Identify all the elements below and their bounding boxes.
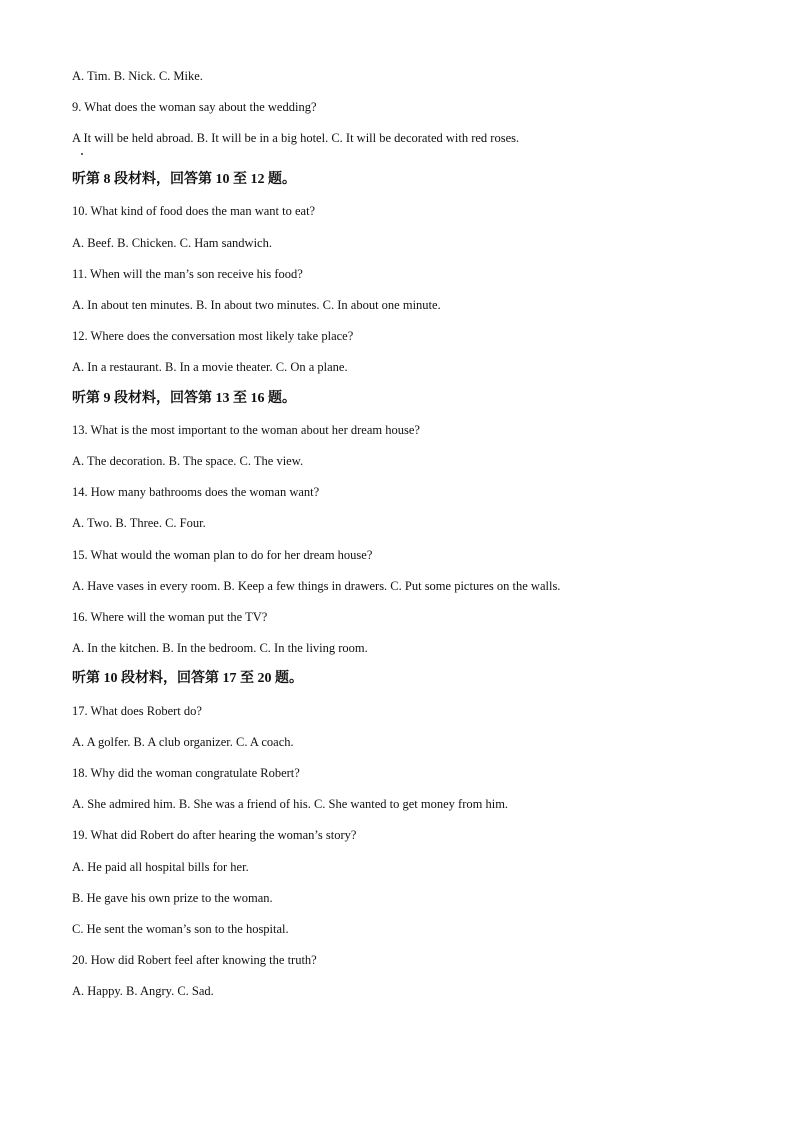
q13-options: A. The decoration. B. The space. C. The view.: [72, 454, 304, 468]
q19-question: 19. What did Robert do after hearing the woman’s story?: [72, 828, 357, 842]
stray-dot: [81, 153, 83, 155]
section-heading-9: 听第 9 段材料，回答第 13 至 16 题。: [72, 391, 296, 406]
q17-question: 17. What does Robert do?: [72, 704, 202, 718]
q18-options: A. She admired him. B. She was a friend of his. C. She wanted to get money from him.: [72, 797, 509, 811]
q14-question: 14. How many bathrooms does the woman want?: [72, 485, 320, 499]
q15-question: 15. What would the woman plan to do for her dream house?: [72, 548, 373, 562]
q16-options: A. In the kitchen. B. In the bedroom. C. In the living room.: [72, 641, 368, 655]
q13-question: 13. What is the most important to the woman about her dream house?: [72, 423, 420, 437]
q15-options: A. Have vases in every room. B. Keep a few things in drawers. C. Put some pictures on the walls.: [72, 579, 561, 593]
q9-question: 9. What does the woman say about the wedding?: [72, 100, 317, 114]
q14-options: A. Two. B. Three. C. Four.: [72, 516, 206, 530]
q9-options: A It will be held abroad. B. It will be in a big hotel. C. It will be decorated with red roses.: [72, 131, 520, 145]
q19-option-a: A. He paid all hospital bills for her.: [72, 860, 249, 874]
section-heading-10: 听第 10 段材料，回答第 17 至 20 题。: [72, 671, 303, 686]
q20-question: 20. How did Robert feel after knowing the truth?: [72, 953, 317, 967]
q19-option-c: C. He sent the woman’s son to the hospital.: [72, 922, 289, 936]
q19-option-b: B. He gave his own prize to the woman.: [72, 891, 273, 905]
section-heading-8: 听第 8 段材料，回答第 10 至 12 题。: [72, 172, 296, 187]
q20-options: A. Happy. B. Angry. C. Sad.: [72, 984, 214, 998]
q10-question: 10. What kind of food does the man want to eat?: [72, 204, 316, 218]
q11-options: A. In about ten minutes. B. In about two minutes. C. In about one minute.: [72, 298, 441, 312]
q16-question: 16. Where will the woman put the TV?: [72, 610, 268, 624]
q8-options: A. Tim. B. Nick. C. Mike.: [72, 69, 203, 83]
q10-options: A. Beef. B. Chicken. C. Ham sandwich.: [72, 236, 272, 250]
q11-question: 11. When will the man’s son receive his food?: [72, 267, 303, 281]
q18-question: 18. Why did the woman congratulate Robert?: [72, 766, 300, 780]
q12-options: A. In a restaurant. B. In a movie theater. C. On a plane.: [72, 360, 348, 374]
q17-options: A. A golfer. B. A club organizer. C. A coach.: [72, 735, 294, 749]
q12-question: 12. Where does the conversation most likely take place?: [72, 329, 354, 343]
